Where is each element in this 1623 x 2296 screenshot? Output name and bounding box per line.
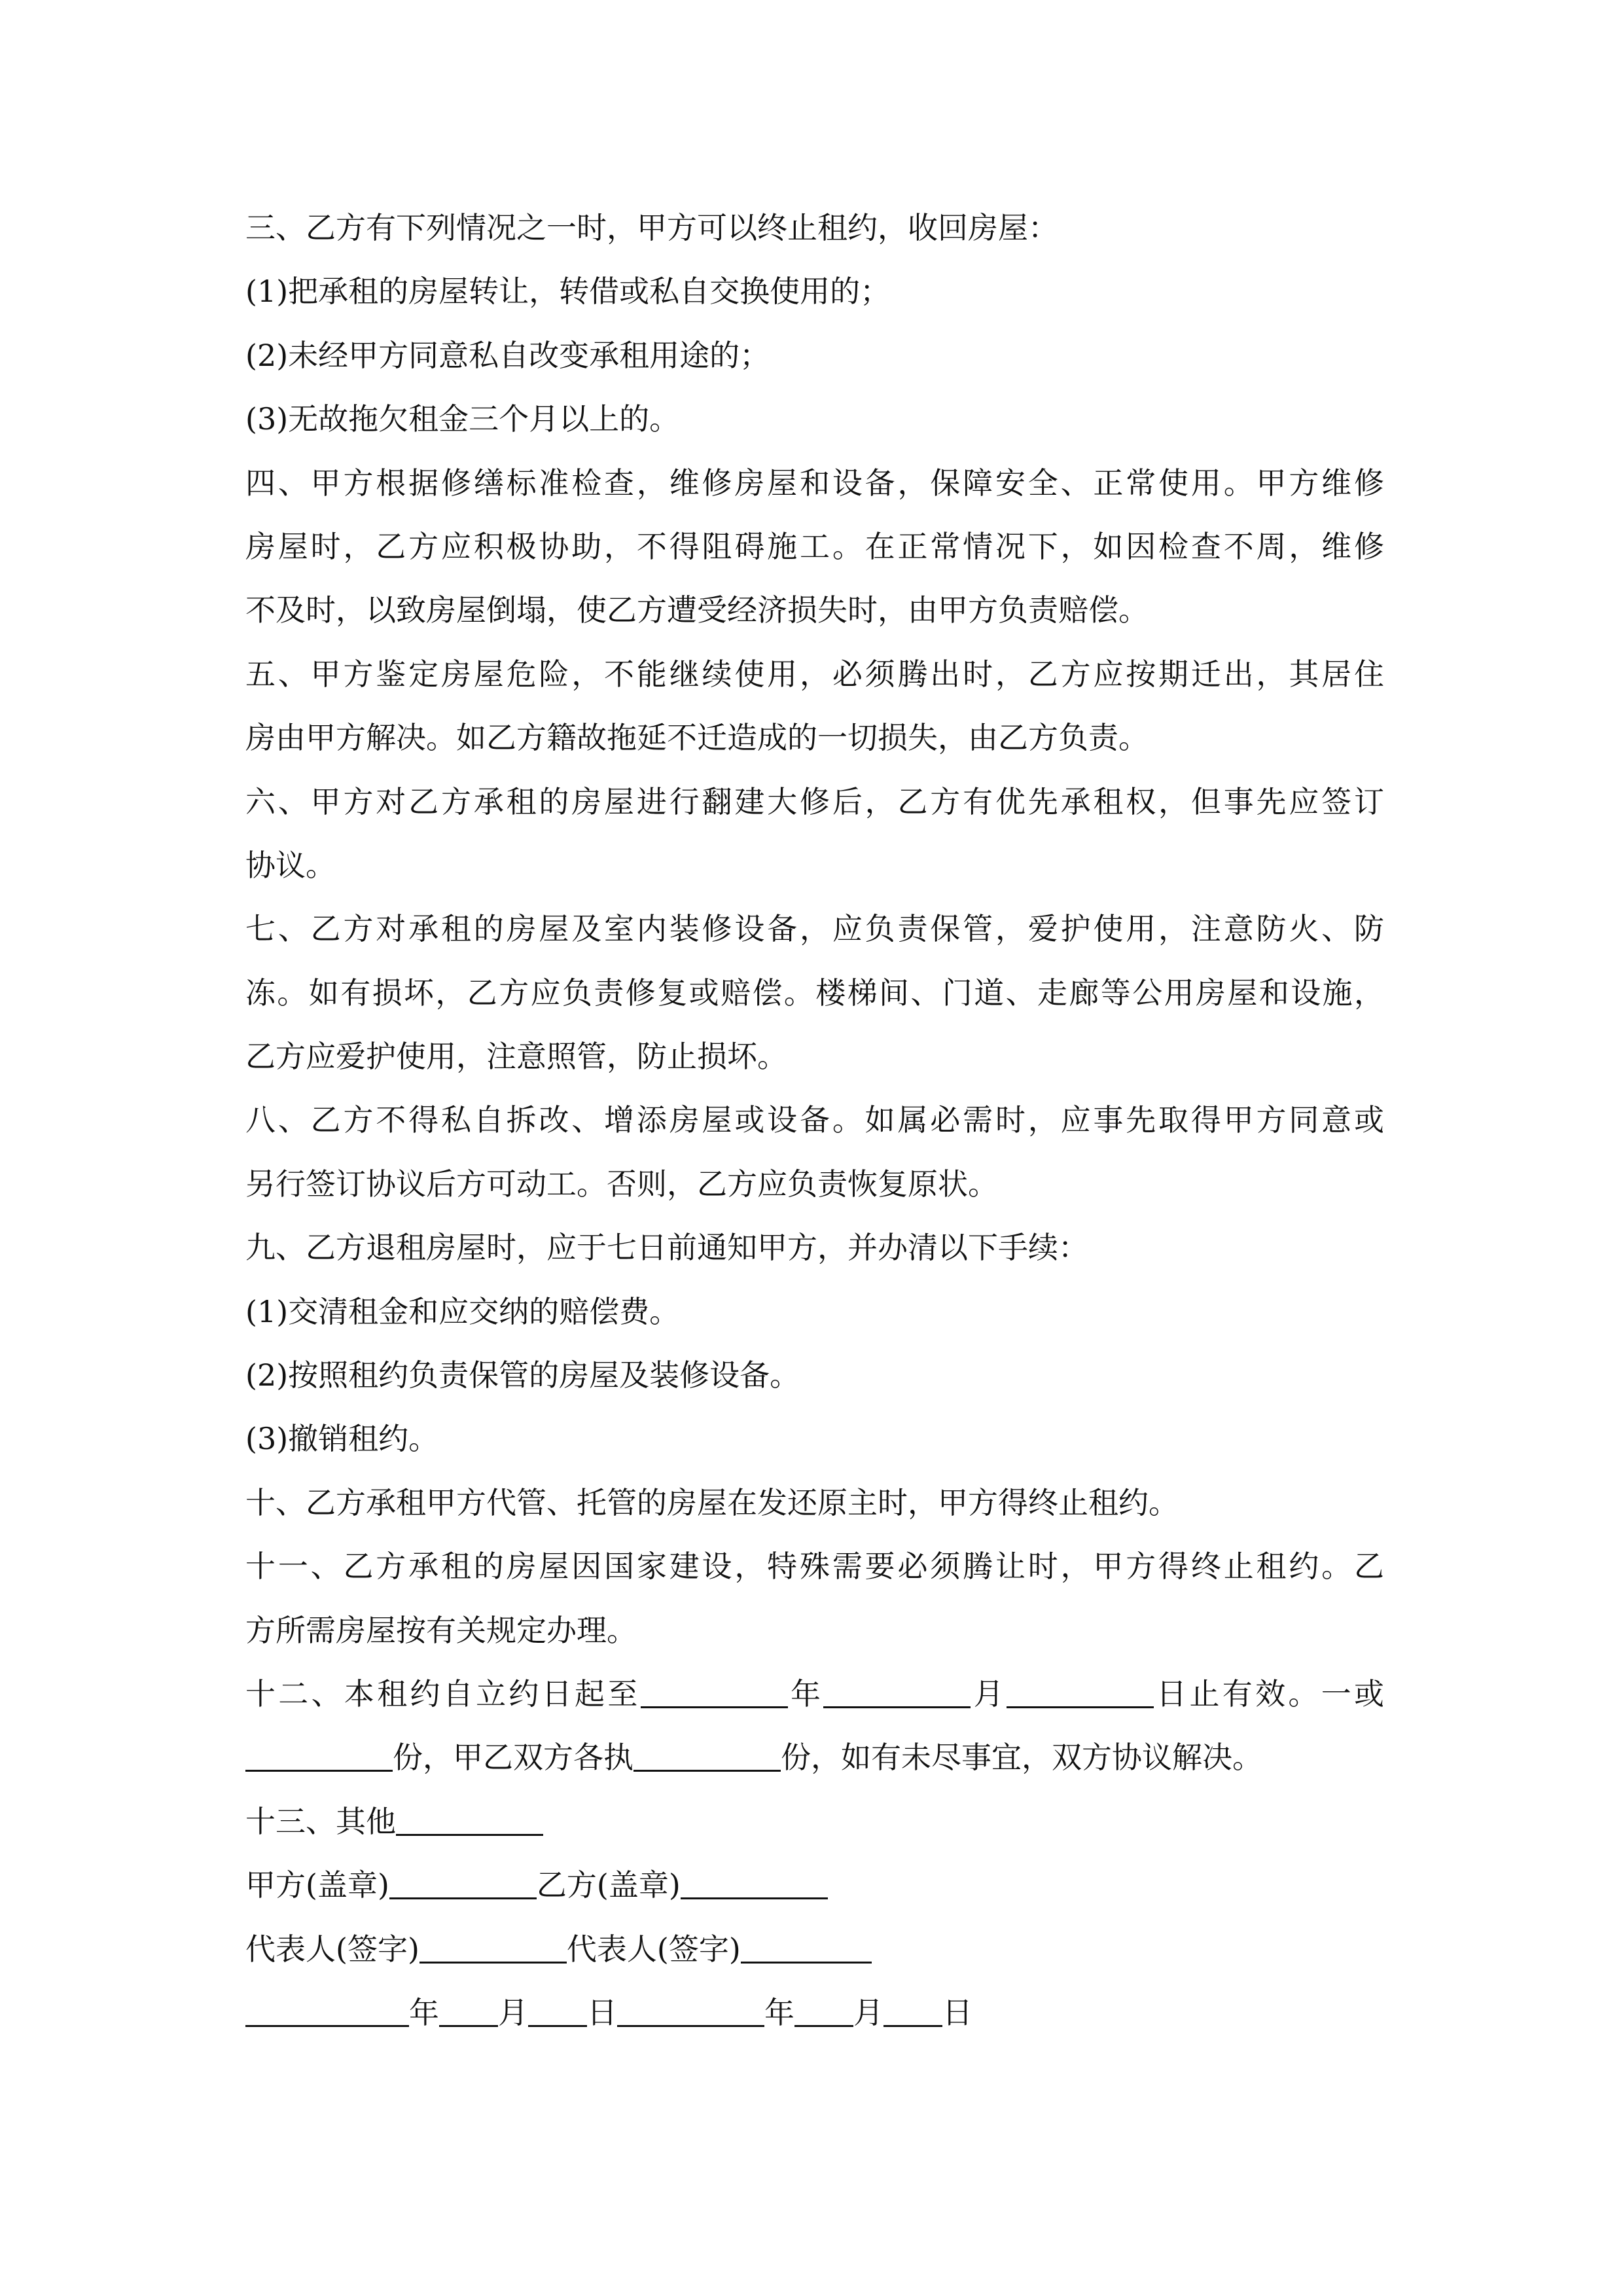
date-a-year: 年 xyxy=(409,1994,439,2030)
clause-12-text-a: 十二、本租约自立约日起至 xyxy=(245,1676,641,1712)
clause-line: (2)按照租约负责保管的房屋及装修设备。 xyxy=(245,1357,800,1393)
document-body xyxy=(245,196,1384,2045)
clause-12-year: 年 xyxy=(787,1676,824,1712)
clause-line: (1)把承租的房屋转让，转借或私自交换使用的； xyxy=(245,274,891,310)
seal-line xyxy=(245,1854,1384,1917)
party-a-seal-label: 甲方(盖章) xyxy=(245,1867,389,1903)
clause-line: 另行签订协议后方可动工。否则，乙方应负责恢复原状。 xyxy=(245,1166,998,1202)
clause-12-copies: 份，甲乙双方各执 xyxy=(393,1740,633,1776)
clause-line: 五、甲方鉴定房屋危险，不能继续使用，必须腾出时，乙方应按期迁出，其居住 xyxy=(245,656,1384,692)
clause-line: 七、乙方对承租的房屋及室内装修设备，应负责保管，爱护使用，注意防火、防 xyxy=(245,911,1384,947)
rep-a-label: 代表人(签字) xyxy=(245,1931,419,1967)
end-month-blank xyxy=(823,1672,971,1708)
clause-line: 方所需房屋按有关规定办理。 xyxy=(245,1612,637,1648)
date-b-year-blank xyxy=(617,1991,764,2027)
clause-line: 八、乙方不得私自拆改、增添房屋或设备。如属必需时，应事先取得甲方同意或 xyxy=(245,1102,1384,1138)
clause-12-month: 月 xyxy=(971,1676,1007,1712)
copies-each-blank xyxy=(633,1736,781,1772)
date-b-year: 年 xyxy=(764,1994,794,2030)
end-day-blank xyxy=(1007,1672,1154,1708)
clause-line: (3)无故拖欠租金三个月以上的。 xyxy=(245,401,680,437)
rep-b-label: 代表人(签字) xyxy=(566,1931,741,1967)
date-a-day-blank xyxy=(528,1991,587,2027)
date-line xyxy=(245,1981,1384,2045)
clause-12-line-2 xyxy=(245,1726,1384,1789)
party-b-seal-blank xyxy=(681,1863,828,1899)
clause-line: 冻。如有损坏，乙方应负责修复或赔偿。楼梯间、门道、走廊等公用房屋和设施， xyxy=(245,975,1384,1011)
clause-line: 协议。 xyxy=(245,847,336,883)
clause-line: (1)交清租金和应交纳的赔偿费。 xyxy=(245,1293,680,1329)
contract-clauses xyxy=(245,196,1384,1662)
other-blank xyxy=(396,1800,543,1836)
clause-line: 房由甲方解决。如乙方籍故拖延不迁造成的一切损失，由乙方负责。 xyxy=(245,720,1149,756)
date-b-day-blank xyxy=(883,1991,942,2027)
party-a-seal-blank xyxy=(389,1863,537,1899)
date-b-month: 月 xyxy=(853,1994,883,2030)
clause-line: (2)未经甲方同意私自改变承租用途的； xyxy=(245,337,770,373)
clause-line: 乙方应爱护使用，注意照管，防止损坏。 xyxy=(245,1039,787,1075)
date-a-day: 日 xyxy=(587,1994,617,2030)
clause-line: 九、乙方退租房屋时，应于七日前通知甲方，并办清以下手续： xyxy=(245,1230,1088,1266)
date-b-month-blank xyxy=(794,1991,853,2027)
rep-a-blank xyxy=(419,1928,567,1964)
date-b-day: 日 xyxy=(942,1994,972,2030)
clause-13-line xyxy=(245,1790,1384,1854)
clause-line: 六、甲方对乙方承租的房屋进行翻建大修后，乙方有优先承租权，但事先应签订 xyxy=(245,783,1384,819)
representative-line xyxy=(245,1918,1384,1981)
clause-12-day: 日止有效。一或 xyxy=(1153,1676,1384,1712)
rep-b-blank xyxy=(741,1928,872,1964)
date-a-year-blank xyxy=(245,1991,409,2027)
date-a-month-blank xyxy=(439,1991,498,2027)
end-year-blank xyxy=(641,1672,788,1708)
party-b-seal-label: 乙方(盖章) xyxy=(536,1867,681,1903)
clause-line: 房屋时，乙方应积极协助，不得阻碍施工。在正常情况下，如因检查不周，维修 xyxy=(245,528,1384,564)
date-a-month: 月 xyxy=(498,1994,528,2030)
clause-line: (3)撤销租约。 xyxy=(245,1421,439,1457)
copies-total-blank xyxy=(245,1736,393,1772)
clause-line: 四、甲方根据修缮标准检查，维修房屋和设备，保障安全、正常使用。甲方维修 xyxy=(245,465,1384,501)
clause-line: 不及时，以致房屋倒塌，使乙方遭受经济损失时，由甲方负责赔偿。 xyxy=(245,592,1149,628)
clause-12-line-1 xyxy=(245,1662,1384,1726)
clause-line: 十一、乙方承租的房屋因国家建设，特殊需要必须腾让时，甲方得终止租约。乙 xyxy=(245,1549,1384,1585)
clause-12-rest: 份，如有未尽事宜，双方协议解决。 xyxy=(781,1740,1262,1776)
clause-13-label: 十三、其他 xyxy=(245,1803,396,1839)
clause-line: 三、乙方有下列情况之一时，甲方可以终止租约，收回房屋： xyxy=(245,210,1058,245)
clause-line: 十、乙方承租甲方代管、托管的房屋在发还原主时，甲方得终止租约。 xyxy=(245,1484,1179,1520)
